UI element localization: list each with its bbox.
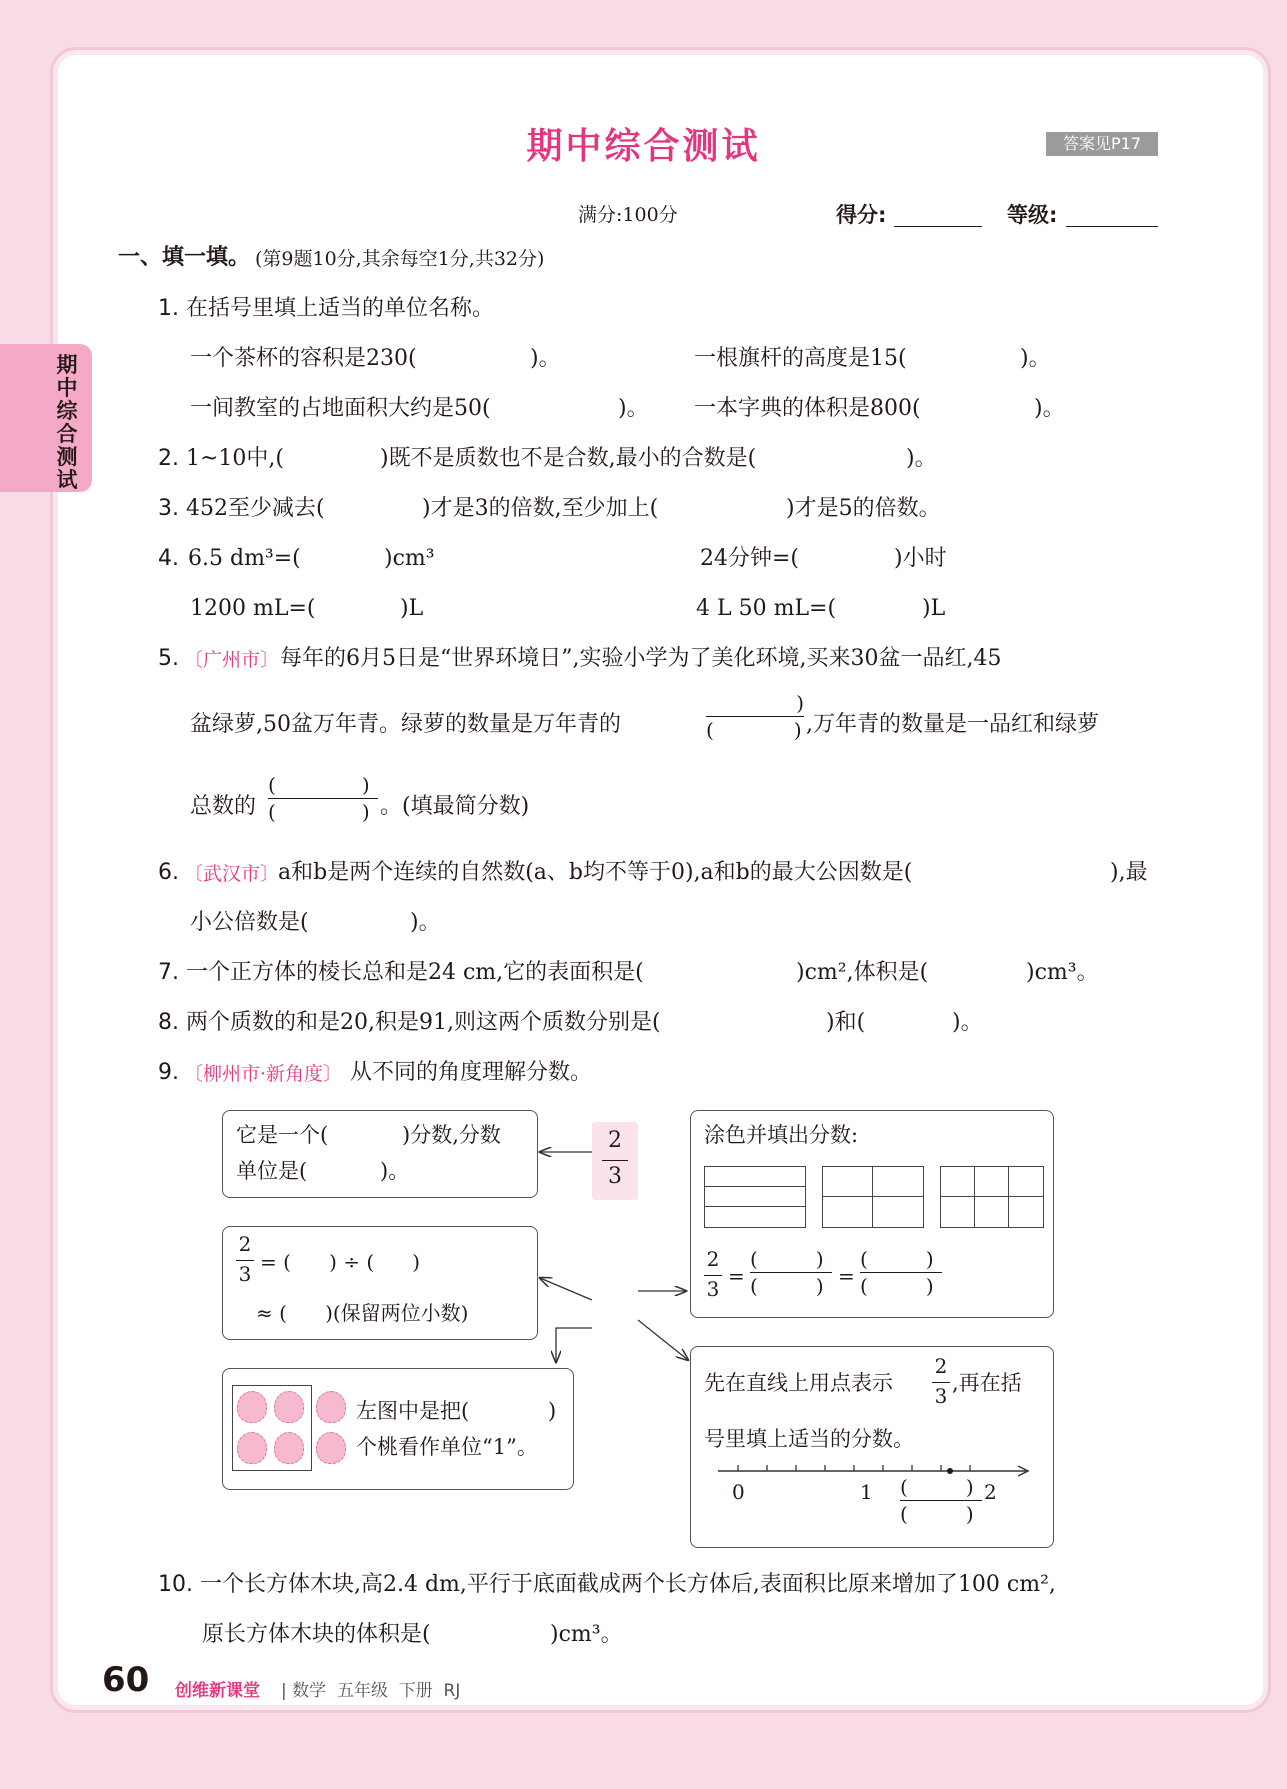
q10-line2a: 原长方体木块的体积是(	[202, 1622, 431, 1647]
q8-number: 8.	[158, 1010, 179, 1035]
box5-l1b: ,再在括	[952, 1371, 1022, 1395]
q5-line3a: 总数的	[190, 794, 257, 819]
axis-label-2: 2	[984, 1480, 997, 1504]
q5-f2-num-close: )	[361, 773, 370, 797]
q5-f2-den-open: (	[268, 800, 276, 824]
q2-text3: )。	[906, 446, 937, 471]
q5-tag: 〔广州市〕	[184, 649, 280, 671]
peach-icon	[316, 1432, 346, 1464]
q9-tag: 〔柳州市·新角度〕	[184, 1063, 343, 1085]
q1-a-close: )。	[530, 346, 561, 371]
q4-c1: 1200 mL=(	[190, 596, 316, 621]
box1-l2b: )。	[380, 1159, 410, 1183]
shade-grid-1[interactable]	[704, 1166, 806, 1228]
q5-line2a: 盆绿萝,50盆万年青。绿萝的数量是万年青的	[190, 712, 621, 737]
box2-den: 3	[238, 1262, 252, 1286]
score-label: 得分:	[836, 203, 887, 227]
q10-number: 10.	[158, 1572, 193, 1597]
box4-f2-den-open: (	[860, 1274, 868, 1298]
box4-eq1: =	[728, 1264, 745, 1288]
box4-f1-den-open: (	[750, 1274, 758, 1298]
box4-f2-num-open: (	[860, 1247, 868, 1271]
box4-title: 涂色并填出分数:	[704, 1123, 859, 1147]
box2-num: 2	[238, 1232, 252, 1256]
q7-text3: )cm³。	[1026, 960, 1099, 985]
q1-a: 一个茶杯的容积是230(	[190, 346, 417, 371]
box1-l1: 它是一个(	[236, 1123, 329, 1147]
q6-line1a: a和b是两个连续的自然数(a、b均不等于0),a和b的最大公因数是(	[278, 860, 913, 885]
q4-number: 4.	[158, 546, 179, 571]
q8-text1: 两个质数的和是20,积是91,则这两个质数分别是(	[186, 1010, 661, 1035]
q2-text1: 1~10中,(	[186, 446, 285, 471]
q1-b-close: )。	[1020, 346, 1051, 371]
box4-f1-num-close: )	[815, 1247, 824, 1271]
q4-b2: )小时	[894, 546, 947, 571]
box4-fraction-2[interactable]	[860, 1246, 942, 1299]
q10-line1: 一个长方体木块,高2.4 dm,平行于底面截成两个长方体后,表面积比原来增加了100 cm²,	[200, 1572, 1056, 1597]
q4-c2: )L	[400, 596, 424, 621]
answer-reference-badge: 答案见P17	[1046, 132, 1158, 156]
q1-c: 一间教室的占地面积大约是50(	[190, 396, 491, 421]
box3-l1: 左图中是把(	[356, 1399, 470, 1423]
box5-num: 2	[934, 1354, 948, 1378]
q9-number: 9.	[158, 1060, 179, 1085]
grade-label: 等级:	[1007, 203, 1058, 227]
q5-number: 5.	[158, 646, 179, 671]
q7-number: 7.	[158, 960, 179, 985]
q6-line2b: )。	[410, 910, 441, 935]
q4-a1: 6.5 dm³=(	[188, 546, 301, 571]
box5-den: 3	[934, 1384, 948, 1408]
q4-d2: )L	[922, 596, 946, 621]
central-den: 3	[608, 1164, 622, 1189]
box5-f-num-open: (	[900, 1475, 908, 1499]
section-heading: 一、填一填。	[118, 245, 251, 270]
q10-line2b: )cm³。	[550, 1622, 623, 1647]
box4-num: 2	[706, 1247, 720, 1271]
q5-f2-den-close: )	[361, 800, 370, 824]
full-score: 满分:100分	[578, 204, 678, 226]
box5-f-num-close: )	[965, 1475, 974, 1499]
q8-text3: )。	[952, 1010, 983, 1035]
peach-icon	[237, 1391, 267, 1423]
q2-text2: )既不是质数也不是合数,最小的合数是(	[380, 446, 757, 471]
central-num: 2	[608, 1128, 622, 1153]
box4-f2-den-close: )	[925, 1274, 934, 1298]
peach-icon	[237, 1432, 267, 1464]
shade-grid-3[interactable]	[940, 1166, 1044, 1228]
q6-tag: 〔武汉市〕	[184, 863, 280, 885]
peach-icon	[274, 1391, 304, 1423]
q1-d: 一本字典的体积是800(	[694, 396, 921, 421]
q1-d-close: )。	[1034, 396, 1065, 421]
box2-eq: = ( ) ÷ ( )	[260, 1250, 421, 1274]
q4-a2: )cm³	[384, 546, 435, 571]
q4-b1: 24分钟=(	[700, 546, 800, 571]
box5-l1a: 先在直线上用点表示	[704, 1371, 893, 1395]
axis-label-0: 0	[732, 1480, 745, 1504]
box2-approx: ≈ ( )(保留两位小数)	[256, 1301, 469, 1325]
q5-f2-num-open: (	[268, 773, 276, 797]
box4-f1-den-close: )	[815, 1274, 824, 1298]
axis-label-1: 1	[860, 1480, 873, 1504]
q1-b: 一根旗杆的高度是15(	[694, 346, 907, 371]
box3-l2: 个桃看作单位“1”。	[356, 1435, 538, 1459]
footer-brand: 创维新课堂	[175, 1681, 260, 1701]
q3-text3: )才是5的倍数。	[786, 496, 941, 521]
footer-info: | 数学 五年级 下册 RJ	[281, 1681, 461, 1701]
box5-f-den-close: )	[965, 1502, 974, 1526]
q5-line3b: 。(填最简分数)	[380, 794, 530, 819]
box4-den: 3	[706, 1277, 720, 1301]
box5-fraction[interactable]	[900, 1474, 982, 1527]
box3-l1b: )	[548, 1399, 557, 1423]
q5-f1-den-open: (	[706, 718, 714, 742]
q4-d1: 4 L 50 mL=(	[696, 596, 837, 621]
q3-text1: 452至少减去(	[186, 496, 325, 521]
q9-text: 从不同的角度理解分数。	[350, 1060, 593, 1085]
box4-f2-num-close: )	[925, 1247, 934, 1271]
box4-eq2: =	[838, 1264, 855, 1288]
q8-text2: )和(	[826, 1010, 866, 1035]
q1-c-close: )。	[618, 396, 649, 421]
q1-text: 在括号里填上适当的单位名称。	[186, 296, 495, 321]
central-fraction	[592, 1122, 638, 1200]
box5-l2: 号里填上适当的分数。	[704, 1427, 914, 1451]
q5-line1: 每年的6月5日是“世界环境日”,实验小学为了美化环境,买来30盆一品红,45	[280, 646, 1002, 671]
q6-line2a: 小公倍数是(	[190, 910, 309, 935]
box1-l1b: )分数,分数	[402, 1123, 501, 1147]
page-number: 60	[102, 1660, 150, 1700]
q3-number: 3.	[158, 496, 179, 521]
box5-f-den-open: (	[900, 1502, 908, 1526]
q2-number: 2.	[158, 446, 179, 471]
side-tab-label: 期中综合测试	[56, 353, 78, 492]
section-note: (第9题10分,其余每空1分,共32分)	[255, 248, 545, 270]
peach-icon	[316, 1391, 346, 1423]
page-title: 期中综合测试	[526, 126, 761, 167]
box4-f1-num-open: (	[750, 1247, 758, 1271]
q7-text2: )cm²,体积是(	[796, 960, 929, 985]
q6-number: 6.	[158, 860, 179, 885]
shade-grid-2[interactable]	[822, 1166, 924, 1228]
q5-line2b: ,万年青的数量是一品红和绿萝	[806, 712, 1099, 737]
box4-fraction-1[interactable]	[750, 1246, 832, 1299]
q6-line1b: ),最	[1110, 860, 1148, 885]
q1-number: 1.	[158, 296, 179, 321]
q5-f1-den-close: )	[793, 718, 802, 742]
box1-l2: 单位是(	[236, 1159, 308, 1183]
q5-f1-num-close: )	[796, 691, 804, 715]
q7-text1: 一个正方体的棱长总和是24 cm,它的表面积是(	[186, 960, 644, 985]
peach-icon	[274, 1432, 304, 1464]
q3-text2: )才是3的倍数,至少加上(	[422, 496, 659, 521]
